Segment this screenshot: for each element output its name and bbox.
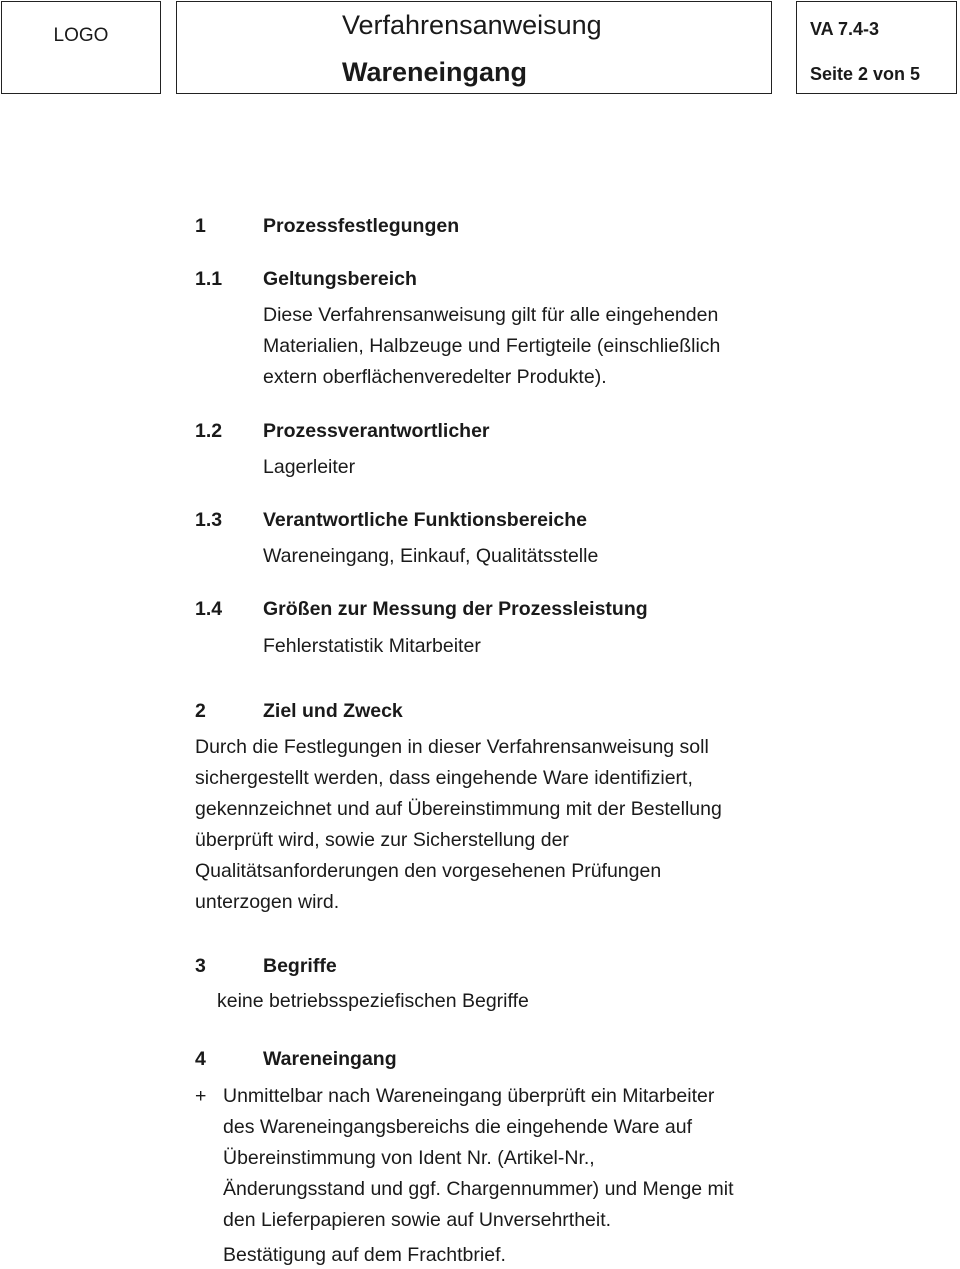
section-4-text-line: Änderungsstand und ggf. Chargennummer) und Menge mit (223, 1178, 734, 1200)
meta-box (796, 1, 957, 94)
section-3-number: 3 (195, 955, 206, 977)
document-id: VA 7.4-3 (810, 19, 880, 39)
section-1-4-heading: Größen zur Messung der Prozessleistung (263, 598, 648, 620)
section-4-note: Bestätigung auf dem Frachtbrief. (223, 1244, 506, 1266)
section-1-2-heading: Prozessverantwortlicher (263, 420, 490, 442)
section-4-text-line: des Wareneingangsbereichs die eingehende Ware auf (223, 1116, 693, 1138)
section-3-heading: Begriffe (263, 955, 337, 977)
section-1-2-number: 1.2 (195, 420, 223, 442)
section-1-1-text-line: Materialien, Halbzeuge und Fertigteile (einschließlich (263, 335, 721, 357)
document-type: Verfahrensanweisung (342, 10, 602, 40)
section-1-1-text-line: extern oberflächenveredelter Produkte). (263, 366, 607, 388)
logo: LOGO (53, 25, 109, 46)
section-4-text-line: den Lieferpapieren sowie auf Unversehrtheit. (223, 1209, 612, 1231)
section-1-number: 1 (195, 215, 206, 237)
section-1-3-number: 1.3 (195, 509, 223, 531)
section-1-1-number: 1.1 (195, 268, 223, 290)
title-box (176, 1, 772, 94)
section-1-4-number: 1.4 (195, 598, 223, 620)
section-2-text-line: Qualitätsanforderungen den vorgesehenen Prüfungen (195, 860, 662, 882)
section-2-number: 2 (195, 700, 206, 722)
section-2-text-line: unterzogen wird. (195, 891, 340, 913)
section-2-text-line: Durch die Festlegungen in dieser Verfahrensanweisung soll (195, 736, 709, 758)
section-1-3-text: Wareneingang, Einkauf, Qualitätsstelle (263, 545, 599, 567)
section-1-2-text: Lagerleiter (263, 456, 356, 478)
section-4-text-line: Unmittelbar nach Wareneingang überprüft ein Mitarbeiter (223, 1085, 715, 1107)
section-1-1-text-line: Diese Verfahrensanweisung gilt für alle eingehenden (263, 304, 719, 326)
section-1-heading: Prozessfestlegungen (263, 215, 460, 237)
page-number: Seite 2 von 5 (810, 64, 921, 84)
section-4-heading: Wareneingang (263, 1048, 397, 1070)
section-2-text-line: gekennzeichnet und auf Übereinstimmung mit der Bestellung (195, 798, 722, 820)
section-1-1-heading: Geltungsbereich (263, 268, 417, 290)
logo-box (1, 1, 161, 94)
section-4-text-line: Übereinstimmung von Ident Nr. (Artikel-Nr., (223, 1147, 595, 1169)
section-2-text-line: sichergestellt werden, dass eingehende Ware identifiziert, (195, 767, 693, 789)
document-title: Wareneingang (342, 57, 528, 87)
section-1-4-text: Fehlerstatistik Mitarbeiter (263, 635, 481, 657)
section-2-heading: Ziel und Zweck (263, 700, 403, 722)
section-4-number: 4 (195, 1048, 206, 1070)
section-1-3-heading: Verantwortliche Funktionsbereiche (263, 509, 587, 531)
bullet-plus-icon: + (195, 1085, 207, 1107)
section-3-text: keine betriebsspeziefischen Begriffe (217, 990, 529, 1012)
section-2-text-line: überprüft wird, sowie zur Sicherstellung der (195, 829, 569, 851)
